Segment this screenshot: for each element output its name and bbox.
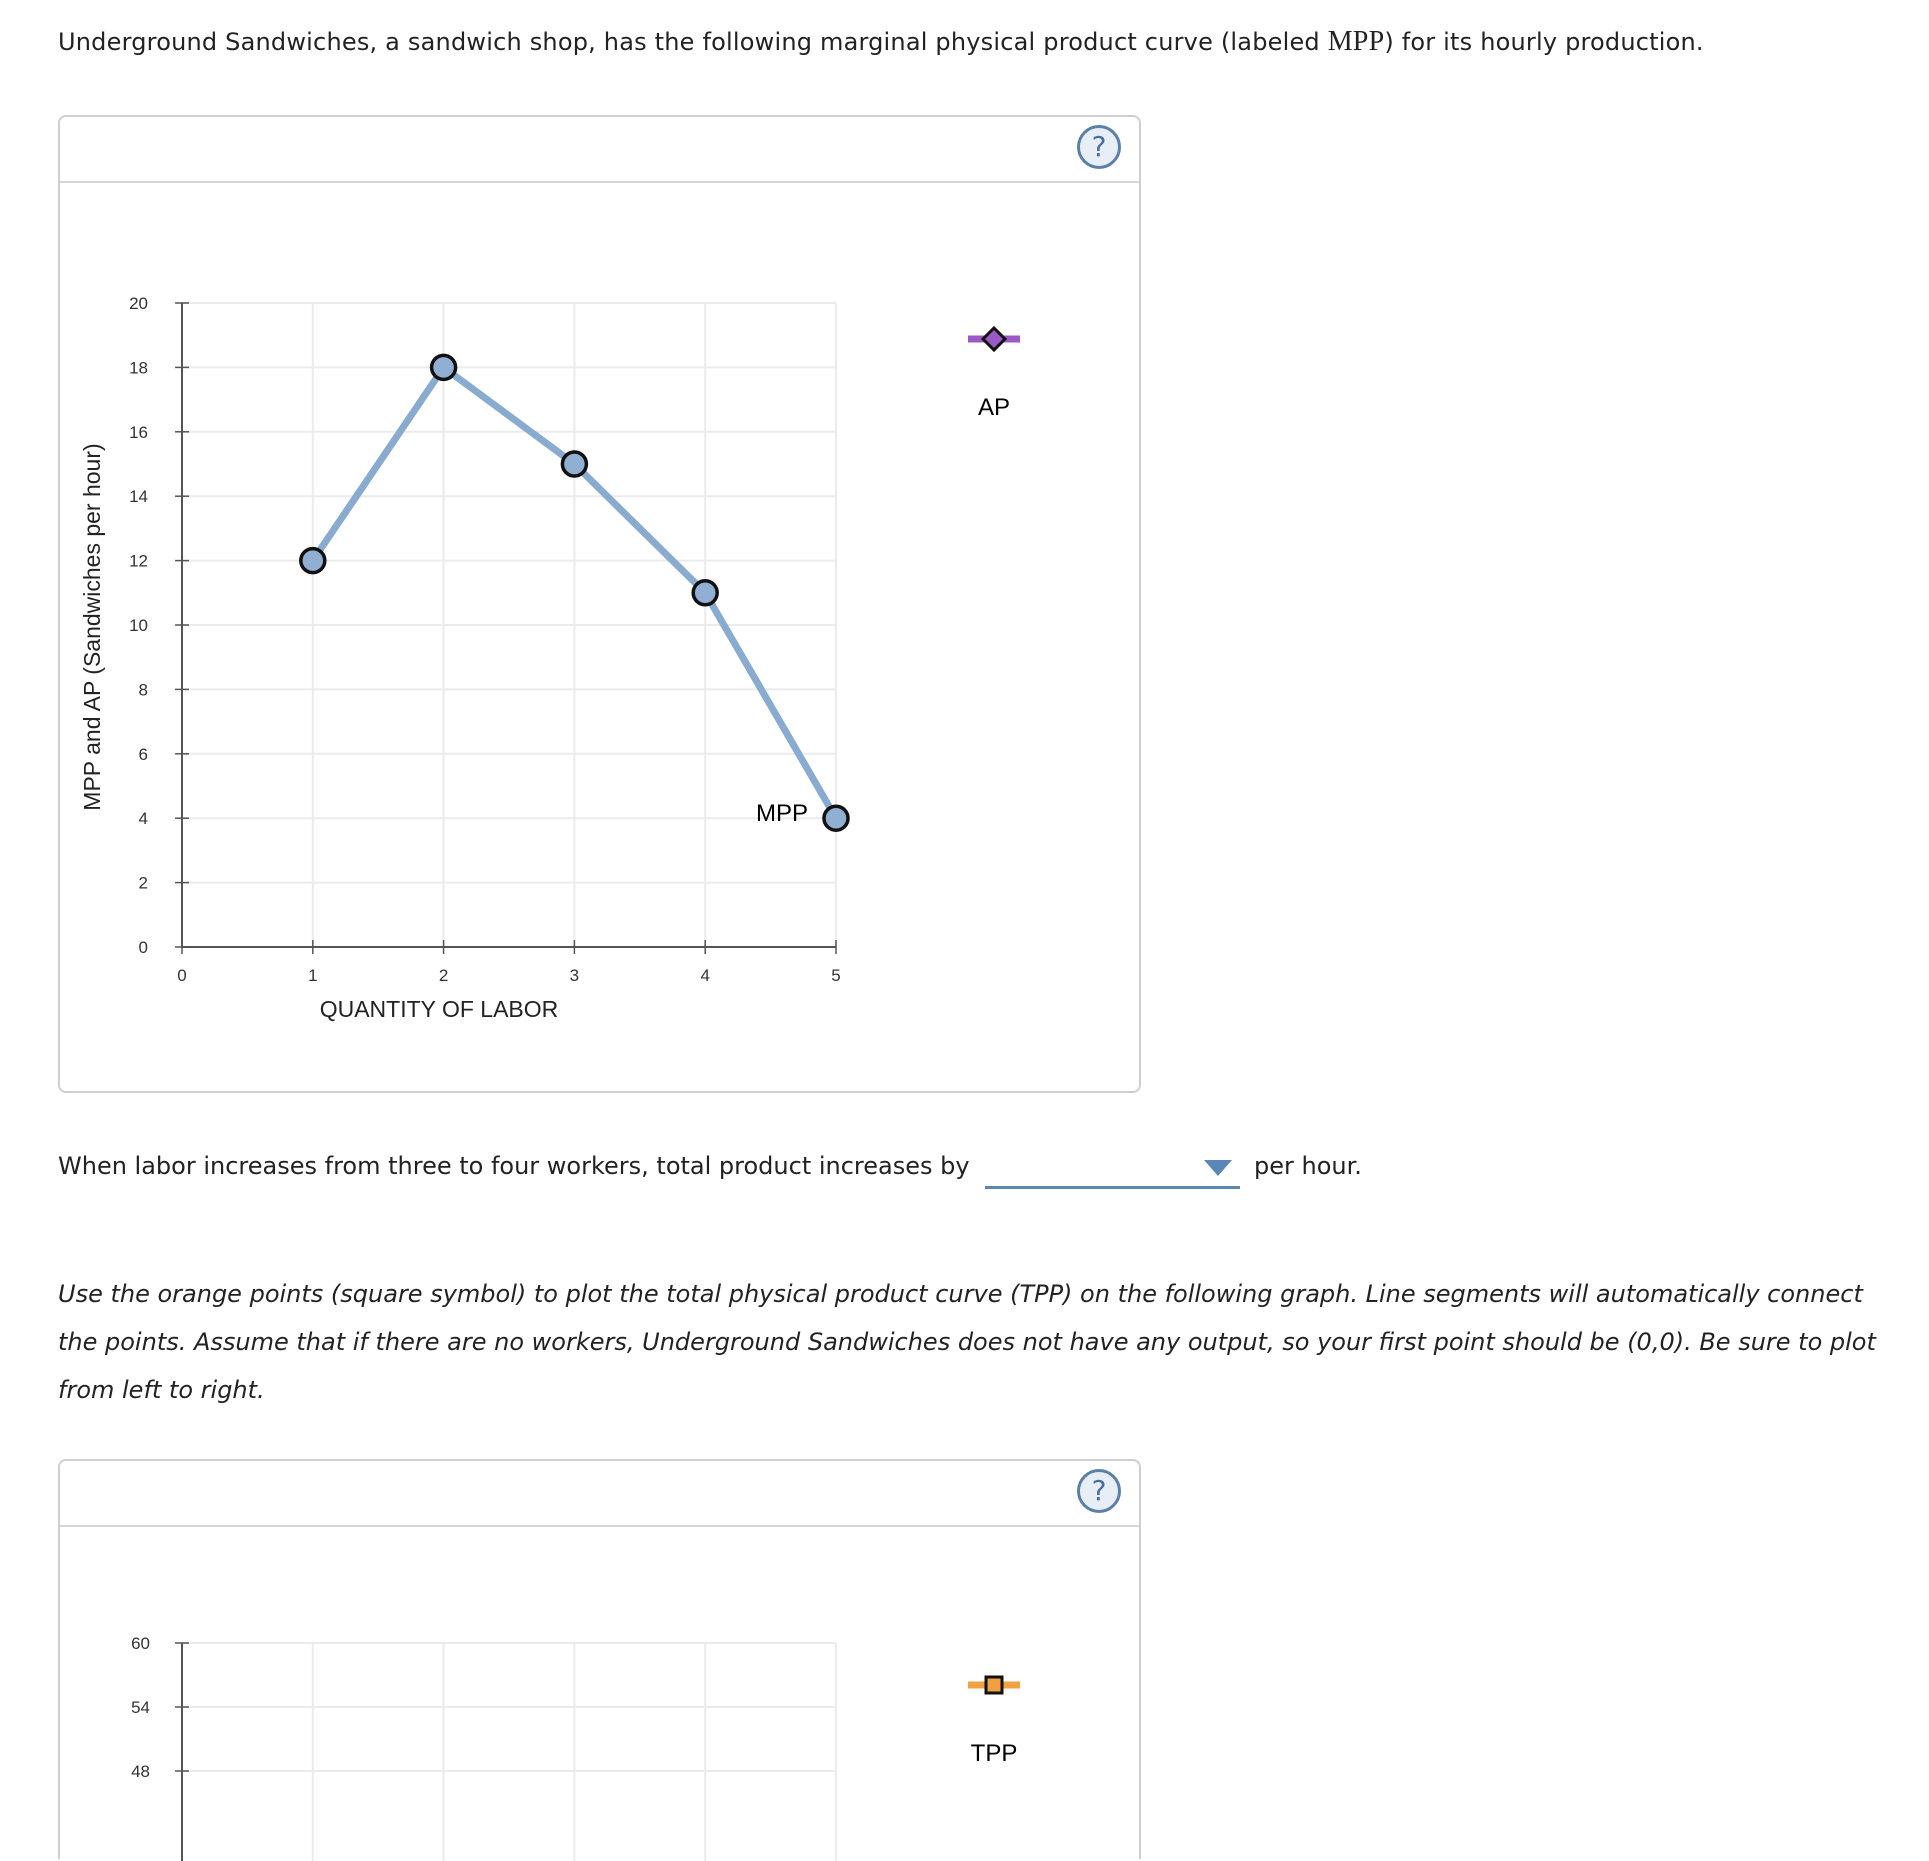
mpp-curve-label: MPP bbox=[755, 800, 808, 827]
y-tick-label: 12 bbox=[129, 551, 148, 571]
y-tick-label: 60 bbox=[131, 1634, 150, 1653]
intro-text bbox=[58, 26, 1704, 58]
help-button[interactable]: ? bbox=[1077, 1469, 1121, 1513]
x-tick-label: 1 bbox=[308, 966, 318, 985]
dropdown-arrow-icon bbox=[1204, 1160, 1232, 1176]
y-tick-label: 0 bbox=[138, 938, 148, 957]
mpp-data-point bbox=[432, 355, 456, 379]
x-axis-label: QUANTITY OF LABOR bbox=[319, 996, 559, 1022]
tpp-legend-label: TPP bbox=[970, 1740, 1018, 1767]
y-tick-label: 20 bbox=[129, 294, 148, 313]
intro-text-after: ) for its hourly production. bbox=[1384, 28, 1704, 56]
y-tick-label: 18 bbox=[129, 358, 148, 378]
mpp-data-point bbox=[693, 581, 717, 605]
ap-legend-diamond-icon[interactable] bbox=[983, 328, 1005, 350]
x-tick-label: 0 bbox=[177, 966, 187, 985]
y-tick-label: 48 bbox=[131, 1762, 150, 1781]
plot-area bbox=[79, 1634, 836, 1861]
x-tick-label: 5 bbox=[831, 966, 841, 985]
tpp-graph-panel bbox=[58, 1459, 1141, 1859]
plot-area bbox=[79, 294, 848, 1022]
y-tick-label: 8 bbox=[138, 680, 148, 700]
ap-legend-label: AP bbox=[977, 394, 1011, 421]
y-tick-label: 2 bbox=[138, 873, 148, 893]
question-suffix: per hour. bbox=[1254, 1152, 1362, 1180]
question-text: When labor increases from three to four workers, total product increases by bbox=[58, 1152, 970, 1180]
x-tick-label: 2 bbox=[438, 966, 449, 985]
y-tick-label: 10 bbox=[129, 616, 148, 635]
tpp-legend-square-icon[interactable] bbox=[986, 1677, 1002, 1693]
x-tick-label: 3 bbox=[569, 966, 580, 985]
help-button[interactable]: ? bbox=[1077, 125, 1121, 169]
mpp-chart bbox=[60, 117, 1139, 1091]
x-tick-label: 4 bbox=[700, 966, 710, 985]
mpp-data-point bbox=[301, 549, 325, 573]
intro-text-before: Underground Sandwiches, a sandwich shop, has the following marginal physical product curve (labeled bbox=[58, 28, 1328, 56]
y-tick-label: 6 bbox=[138, 744, 148, 764]
mpp-graph-panel bbox=[58, 115, 1141, 1093]
y-tick-label: 14 bbox=[129, 487, 148, 507]
y-axis-label: MPP and AP (Sandwiches per hour) bbox=[79, 443, 105, 811]
y-tick-label: 4 bbox=[138, 809, 148, 829]
y-tick-label: 54 bbox=[131, 1698, 150, 1717]
intro-mpp-symbol: MPP bbox=[1327, 26, 1385, 57]
instructions-text: Use the orange points (square symbol) to plot the total physical product curve (TPP) on the following graph. Line segments will automatically connect the points. Assume that if there are no workers, Underground Sandwiches does not have any output, so your first point should be (0,0). Be sure to plot from left to right. bbox=[58, 1280, 1876, 1404]
y-tick-label: 16 bbox=[129, 422, 148, 442]
mpp-data-point bbox=[562, 452, 586, 476]
mpp-data-point bbox=[824, 806, 848, 830]
total-product-dropdown[interactable] bbox=[985, 1148, 1240, 1189]
tpp-chart bbox=[60, 1461, 1139, 1861]
